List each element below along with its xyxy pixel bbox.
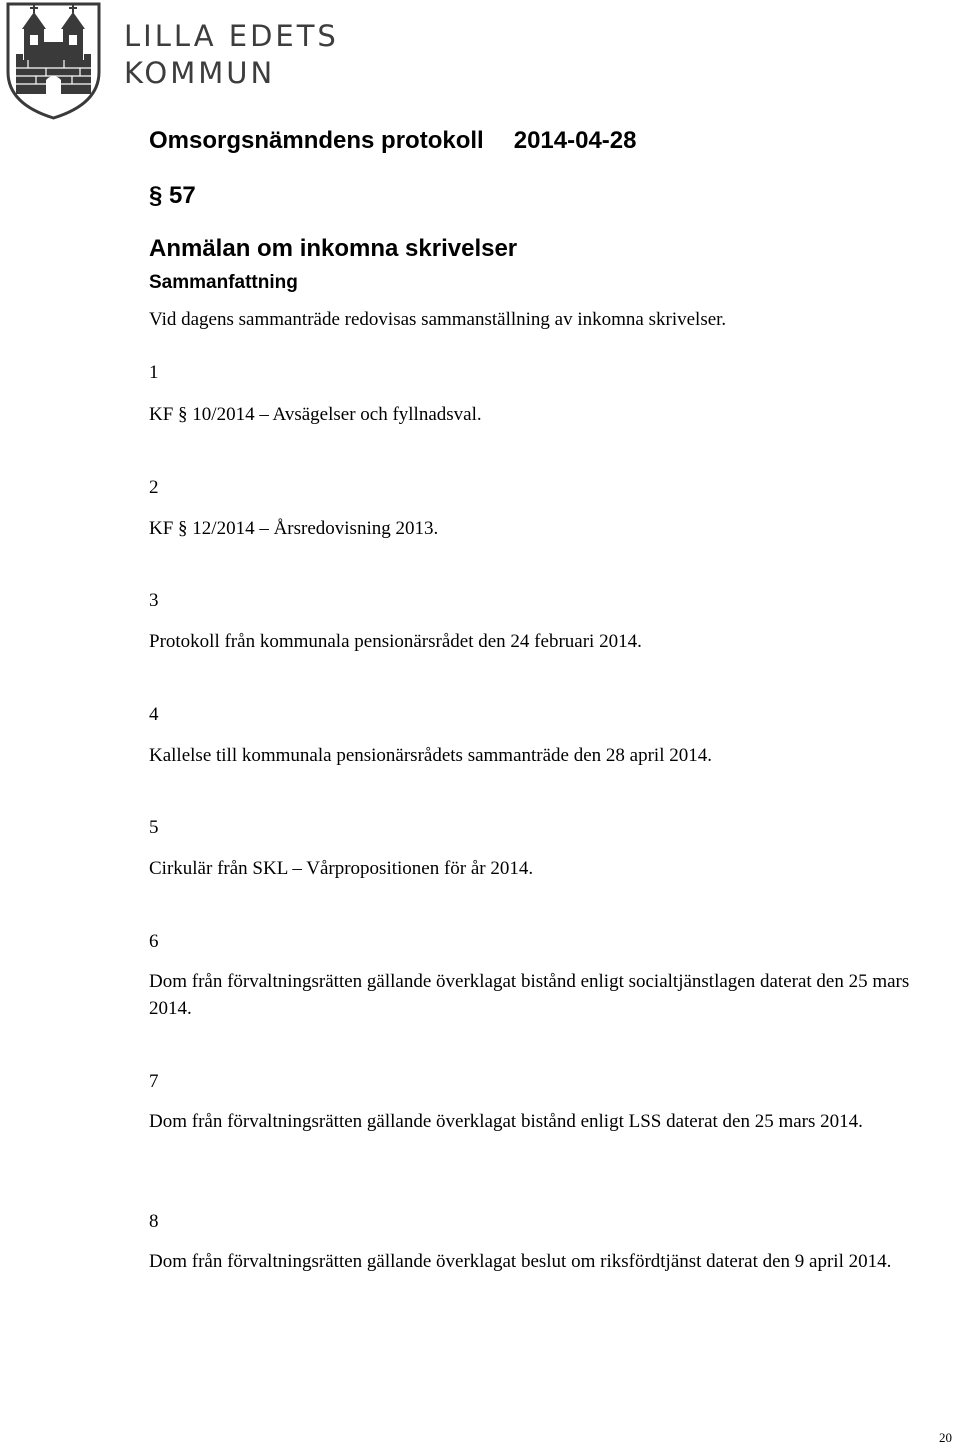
item-text: Cirkulär från SKL – Vårpropositionen för år 2014. [149,858,534,879]
paragraph-number: § 57 [149,182,196,209]
item-text: Protokoll från kommunala pensionärsrådet den 24 februari 2014. [149,631,642,652]
municipality-name-line2: KOMMUN [124,56,276,90]
item-number: 5 [149,817,159,838]
item-text: Dom från förvaltningsrätten gällande överklagat beslut om riksfördtjänst daterat den 9 april 2014. [149,1251,892,1272]
summary-heading: Sammanfattning [149,272,298,293]
item-number: 2 [149,477,159,498]
item-number: 7 [149,1071,159,1092]
municipality-name [124,18,339,92]
item-number: 8 [149,1211,159,1232]
protocol-title: Omsorgsnämndens protokoll [149,127,484,154]
item-number: 1 [149,362,159,383]
subject-heading: Anmälan om inkomna skrivelser [149,235,518,262]
item-number: 4 [149,704,159,725]
item-text: Kallelse till kommunala pensionärsrådets sammanträde den 28 april 2014. [149,745,712,766]
item-text: Dom från förvaltningsrätten gällande överklagat bistånd enligt socialtjänstlagen daterat den 25 mars 2014. [149,971,910,1019]
summary-text: Vid dagens sammanträde redovisas sammanställning av inkomna skrivelser. [149,309,727,330]
coat-of-arms-logo [2,2,105,120]
item-text: KF § 12/2014 – Årsredovisning 2013. [149,518,439,539]
item-text: Dom från förvaltningsrätten gällande överklagat bistånd enligt LSS daterat den 25 mars 2014. [149,1111,863,1132]
protocol-date: 2014-04-28 [513,127,637,154]
municipality-name-line1: LILLA EDETS [124,19,339,53]
item-text: KF § 10/2014 – Avsägelser och fyllnadsval. [149,404,482,425]
document-title [149,127,636,155]
item-number: 3 [149,590,159,611]
item-number: 6 [149,931,159,952]
page-number: 20 [939,1430,952,1445]
